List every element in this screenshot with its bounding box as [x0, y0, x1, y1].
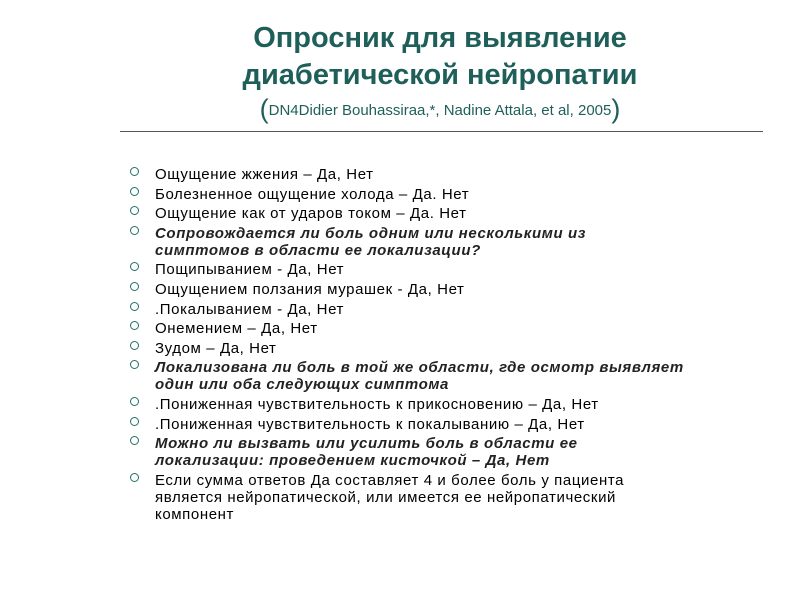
- circle-bullet-icon: [130, 436, 139, 445]
- item-text: компонент: [155, 505, 235, 523]
- title-line-1: Опросник для выявление: [253, 22, 627, 54]
- circle-bullet-icon: [130, 262, 139, 271]
- title-divider: [120, 131, 763, 132]
- circle-bullet-icon: [130, 226, 139, 235]
- item-text: .Покалыванием - Да, Нет: [155, 300, 345, 318]
- citation-open-paren: (: [259, 94, 269, 124]
- item-text: Ощущением ползания мурашек - Да, Нет: [155, 280, 465, 298]
- citation: [120, 94, 760, 126]
- item-text: .Пониженная чувствительность к покалыванию – Да, Нет: [155, 415, 585, 433]
- item-text: симптомов в области ее локализации?: [155, 241, 481, 259]
- circle-bullet-icon: [130, 417, 139, 426]
- circle-bullet-icon: [130, 321, 139, 330]
- list-item: [130, 340, 780, 357]
- item-text: Можно ли вызвать или усилить боль в области ее: [155, 435, 578, 453]
- list-item-question: [130, 359, 780, 393]
- title-line-2: диабетической нейропатии: [242, 59, 638, 91]
- citation-text: DN4Didier Bouhassiraa,*, Nadine Attala, et al, 2005: [268, 102, 612, 119]
- circle-bullet-icon: [130, 302, 139, 311]
- item-text: Ощущение как от ударов током – Да. Нет: [155, 205, 467, 223]
- item-text: локализации: проведением кисточкой – Да, Нет: [155, 452, 550, 470]
- item-text: Пощипыванием - Да, Нет: [155, 261, 345, 279]
- list-item: [130, 186, 780, 203]
- circle-bullet-icon: [130, 282, 139, 291]
- circle-bullet-icon: [130, 167, 139, 176]
- slide-title: [120, 20, 760, 94]
- circle-bullet-icon: [130, 473, 139, 482]
- item-text: Болезненное ощущение холода – Да. Нет: [155, 185, 470, 203]
- list-item-question: [130, 225, 780, 259]
- list-item: [130, 205, 780, 222]
- list-item: [130, 416, 780, 433]
- citation-close-paren: ): [611, 94, 621, 124]
- list-item: [130, 261, 780, 278]
- circle-bullet-icon: [130, 187, 139, 196]
- list-item: [130, 301, 780, 318]
- list-item: [130, 320, 780, 337]
- item-text: Сопровождается ли боль одним или несколькими из: [155, 224, 587, 242]
- list-item-conclusion: [130, 472, 780, 523]
- circle-bullet-icon: [130, 206, 139, 215]
- item-text: Ощущение жжения – Да, Нет: [155, 166, 374, 183]
- list-item: [130, 281, 780, 298]
- item-text: Локализована ли боль в той же области, где осмотр выявляет: [155, 359, 684, 377]
- item-text: Онемением – Да, Нет: [155, 320, 318, 338]
- item-text: является нейропатической, или имеется ее нейропатический: [155, 488, 617, 506]
- circle-bullet-icon: [130, 397, 139, 406]
- list-item: [130, 166, 780, 183]
- list-item-question: [130, 435, 780, 469]
- questionnaire-list: [130, 166, 780, 525]
- circle-bullet-icon: [130, 360, 139, 369]
- item-text: Если сумма ответов Да составляет 4 и более боль у пациента: [155, 471, 625, 489]
- item-text: Зудом – Да, Нет: [155, 339, 277, 357]
- item-text: один или оба следующих симптома: [155, 376, 449, 394]
- list-item: [130, 396, 780, 413]
- item-text: .Пониженная чувствительность к прикосновению – Да, Нет: [155, 395, 599, 413]
- circle-bullet-icon: [130, 341, 139, 350]
